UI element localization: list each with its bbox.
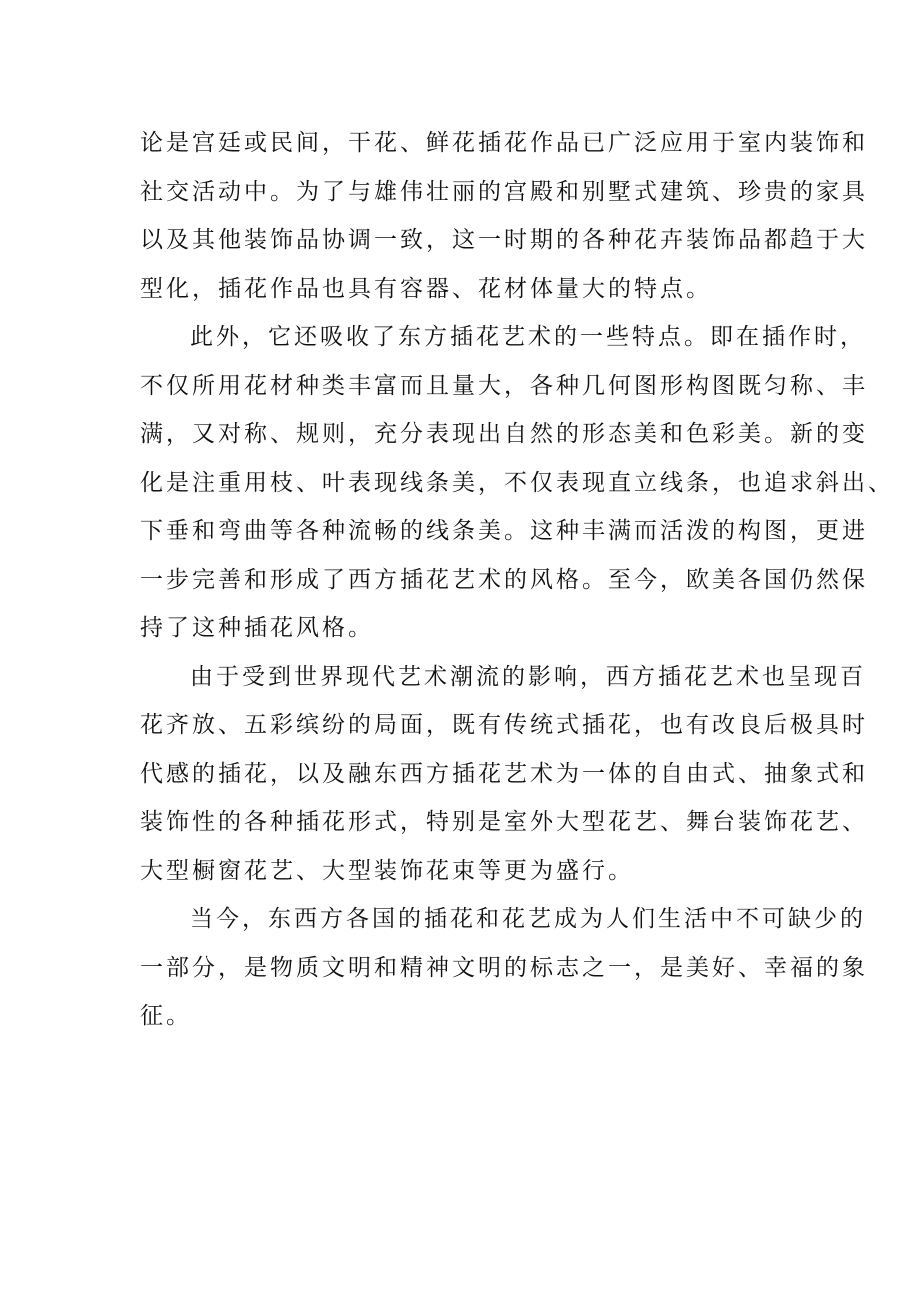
text-line: 征。 xyxy=(140,1003,192,1029)
text-line: 此外，它还吸收了东方插花艺术的一些特点。即在插作时， xyxy=(190,324,866,350)
text-line: 满，又对称、规则，充分表现出自然的形态美和色彩美。新的变 xyxy=(140,421,868,447)
text-line: 论是宫廷或民间，干花、鲜花插花作品已广泛应用于室内装饰和 xyxy=(140,130,868,156)
text-line: 持了这种插花风格。 xyxy=(140,615,374,641)
paragraph-1 xyxy=(140,119,868,313)
document-body xyxy=(140,119,894,1041)
paragraph-3 xyxy=(140,653,868,896)
text-line: 下垂和弯曲等各种流畅的线条美。这种丰满而活泼的构图，更进 xyxy=(140,518,868,544)
text-line: 一部分，是物质文明和精神文明的标志之一，是美好、幸福的象 xyxy=(140,954,868,981)
text-line: 花齐放、五彩缤纷的局面，既有传统式插花，也有改良后极具时 xyxy=(140,712,868,738)
text-line: 代感的插花，以及融东西方插花艺术为一体的自由式、抽象式和 xyxy=(140,760,868,787)
paragraph-4 xyxy=(140,895,868,1041)
text-line: 化是注重用枝、叶表现线条美，不仅表现直立线条，也追求斜出、 xyxy=(140,469,894,496)
text-line: 当今，东西方各国的插花和花艺成为人们生活中不可缺少的 xyxy=(190,906,866,932)
text-line: 以及其他装饰品协调一致，这一时期的各种花卉装饰品都趋于大 xyxy=(140,227,868,253)
text-line: 装饰性的各种插花形式，特别是室外大型花艺、舞台装饰花艺、 xyxy=(140,809,868,835)
text-line: 不仅所用花材种类丰富而且量大，各种几何图形构图既匀称、丰 xyxy=(140,372,868,399)
text-line: 一步完善和形成了西方插花艺术的风格。至今，欧美各国仍然保 xyxy=(140,566,868,593)
text-line: 由于受到世界现代艺术潮流的影响，西方插花艺术也呈现百 xyxy=(190,663,866,690)
text-line: 型化，插花作品也具有容器、花材体量大的特点。 xyxy=(140,275,712,302)
text-line: 社交活动中。为了与雄伟壮丽的宫殿和别墅式建筑、珍贵的家具 xyxy=(140,178,868,205)
paragraph-2 xyxy=(140,313,894,653)
text-line: 大型橱窗花艺、大型装饰花束等更为盛行。 xyxy=(140,857,634,884)
